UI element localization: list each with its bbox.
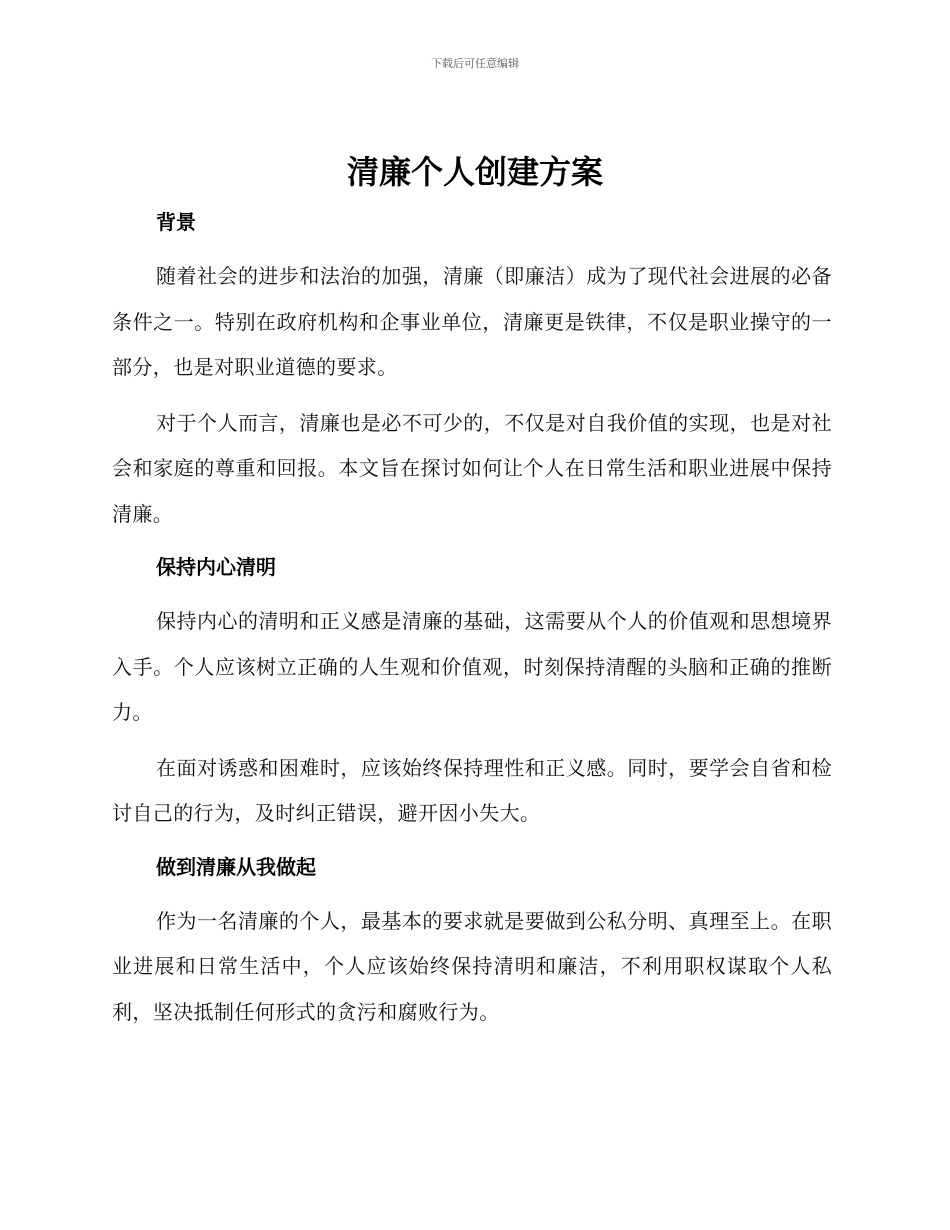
paragraph: 在面对诱惑和困难时，应该始终保持理性和正义感。同时，要学会自省和检讨自己的行为，及时纠正错误，避开因小失大。 (112, 755, 832, 825)
section-heading: 背景 (156, 210, 196, 234)
paragraph: 作为一名清廉的个人，最基本的要求就是要做到公私分明、真理至上。在职业进展和日常生活中，个人应该始终保持清明和廉洁，不利用职权谋取个人私利，坚决抵制任何形式的贪污和腐败行为。 (112, 908, 832, 1024)
section-keep-mind-clear (112, 547, 832, 837)
paragraph: 对于个人而言，清廉也是必不可少的，不仅是对自我价值的实现，也是对社会和家庭的尊重和回报。本文旨在探讨如何让个人在日常生活和职业进展中保持清廉。 (112, 410, 832, 526)
section-heading: 做到清廉从我做起 (156, 854, 316, 879)
section-heading: 保持内心清明 (156, 555, 276, 579)
paragraph: 保持内心的清明和正义感是清廉的基础，这需要从个人的价值观和思想境界入手。个人应该树立正确的人生观和价值观，时刻保持清醒的头脑和正确的推断力。 (112, 609, 832, 724)
document-title: 清廉个人创建方案 (346, 153, 603, 191)
section-start-with-me (112, 847, 832, 1036)
paragraph: 随着社会的进步和法治的加强，清廉（即廉洁）成为了现代社会进展的必备条件之一。特别在政府机构和企事业单位，清廉更是铁律，不仅是职业操守的一部分，也是对职业道德的要求。 (112, 264, 832, 379)
document-body (112, 202, 832, 1045)
header-note: 下载后可任意编辑 (431, 57, 519, 70)
section-background (112, 202, 832, 537)
